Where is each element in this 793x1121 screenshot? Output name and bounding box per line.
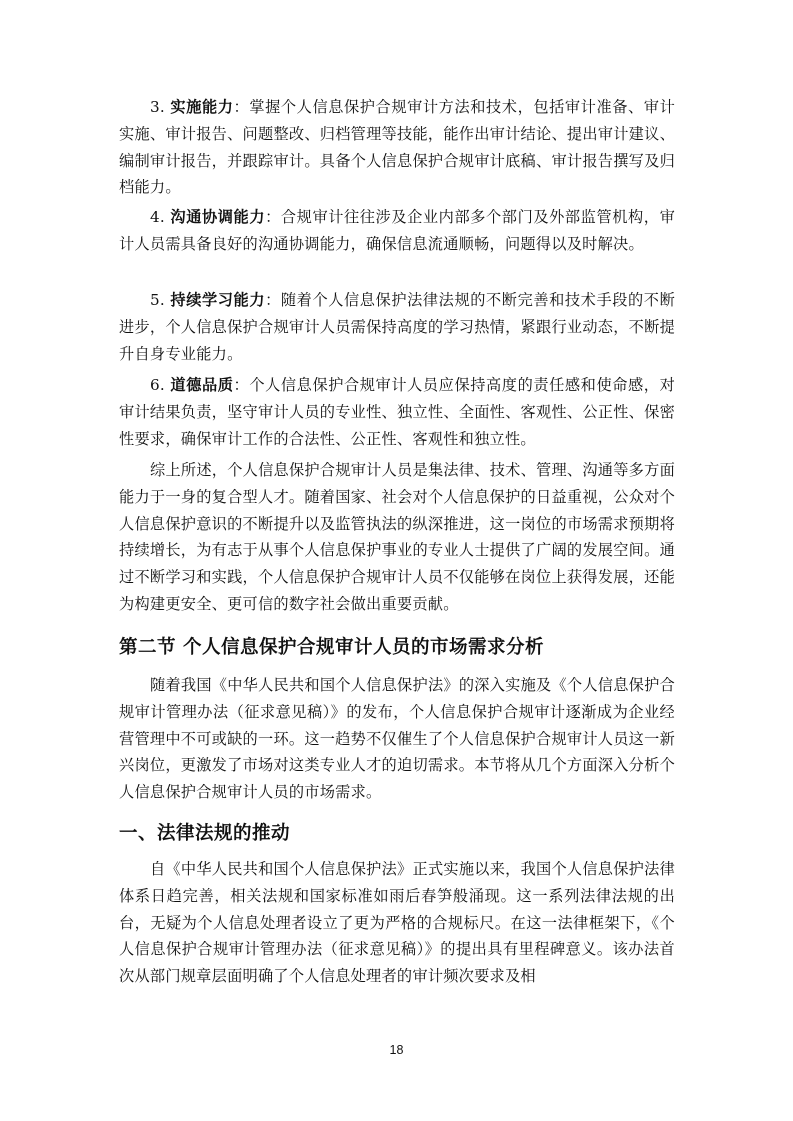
paragraph-learning-ability — [119, 287, 675, 367]
subsection-heading: 一、法律法规的推动 — [119, 823, 291, 844]
item-term: 实施能力 — [170, 98, 234, 116]
paragraph-communication-ability — [119, 204, 675, 258]
item-text: ：个人信息保护合规审计人员应保持高度的责任感和使命感，对审计结果负责，坚守审计人员的专业性、独立性、全面性、客观性、公正性、保密性要求，确保审计工作的合法性、公正性、客观性和独立性。 — [119, 376, 676, 448]
page-number: 18 — [389, 1043, 404, 1057]
paragraph-implementation-ability — [119, 94, 675, 201]
item-term: 沟通协调能力 — [170, 208, 266, 226]
paragraph-law-driving: 自《中华人民共和国个人信息保护法》正式实施以来，我国个人信息保护法律体系日趋完善，相关法规和国家标准如雨后春笋般涌现。这一系列法律法规的出台，无疑为个人信息处理者设立了更为严格的合规标尺。在这一法律框架下，《个人信息保护合规审计管理办法（征求意见稿）》的提出具有里程碑意义。该办法首次从部门规章层面明确了个人信息处理者的审计频次要求及相 — [119, 860, 675, 986]
item-text: ：随着个人信息保护法律法规的不断完善和技术手段的不断进步，个人信息保护合规审计人员需保持高度的学习热情，紧跟行业动态，不断提升自身专业能力。 — [119, 291, 676, 363]
item-number: 4. — [150, 208, 171, 226]
item-text: ：掌握个人信息保护合规审计方法和技术，包括审计准备、审计实施、审计报告、问题整改、归档管理等技能，能作出审计结论、提出审计建议、编制审计报告，并跟踪审计。具备个人信息保护合规审计底稿、审计报告撰写及归档能力。 — [119, 98, 676, 197]
paragraph-section-intro: 随着我国《中华人民共和国个人信息保护法》的深入实施及《个人信息保护合规审计管理办法（征求意见稿）》的发布，个人信息保护合规审计逐渐成为企业经营管理中不可或缺的一环。这一趋势不仅催生了个人信息保护合规审计人员这一新兴岗位，更激发了市场对这类专业人才的迫切需求。本节将从几个方面深入分析个人信息保护合规审计人员的市场需求。 — [119, 676, 675, 802]
section-heading: 第二节 个人信息保护合规审计人员的市场需求分析 — [119, 637, 544, 658]
item-text: ：合规审计往往涉及企业内部多个部门及外部监管机构，审计人员需具备良好的沟通协调能力，确保信息流通顺畅，问题得以及时解决。 — [119, 208, 676, 253]
item-term: 道德品质 — [170, 376, 234, 394]
item-number: 5. — [150, 291, 171, 309]
paragraph-ethics — [119, 372, 675, 452]
item-number: 3. — [150, 98, 171, 116]
item-number: 6. — [150, 376, 171, 394]
item-term: 持续学习能力 — [170, 291, 266, 309]
paragraph-summary: 综上所述，个人信息保护合规审计人员是集法律、技术、管理、沟通等多方面能力于一身的复合型人才。随着国家、社会对个人信息保护的日益重视，公众对个人信息保护意识的不断提升以及监管执法的纵深推进，这一岗位的市场需求预期将持续增长，为有志于从事个人信息保护事业的专业人士提供了广阔的发展空间。通过不断学习和实践，个人信息保护合规审计人员不仅能够在岗位上获得发展，还能为构建更安全、更可信的数字社会做出重要贡献。 — [119, 461, 675, 613]
